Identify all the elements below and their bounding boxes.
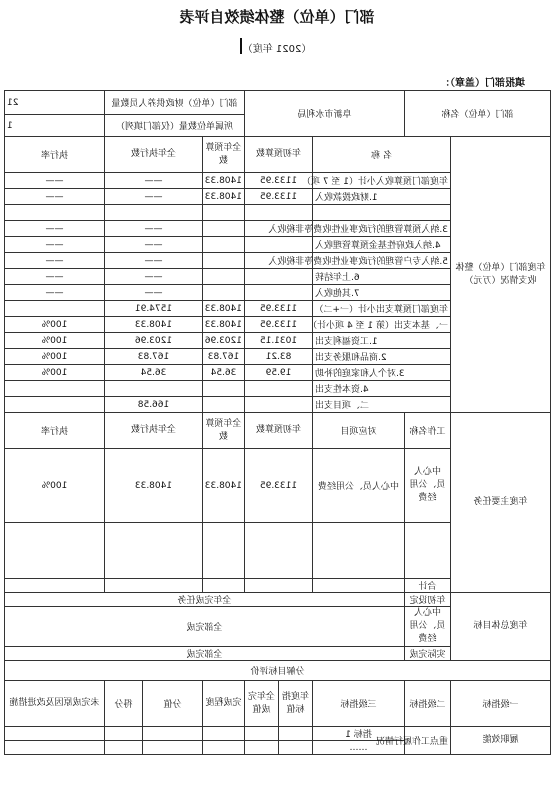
budget-row: —— —— 1408.33 1133.95 年度部门预算收入小计（1 至 7 项） bbox=[5, 173, 551, 189]
budget-row: —— —— 1408.33 1133.95 1.财政拨款收入 bbox=[5, 189, 551, 205]
budget-row: —— —— 4.纳入政府性基金预算管理收入 bbox=[5, 237, 551, 253]
budget-side-label: 年度部门（单位）整体收支情况（万元） bbox=[451, 137, 551, 413]
budget-row: —— —— 7.其他收入 bbox=[5, 285, 551, 301]
total-label: 合计 bbox=[405, 579, 451, 593]
task-col-initial: 年初预算数 bbox=[245, 413, 313, 449]
budget-row: —— —— 5.纳入专户管理的行政事业性收费等非税收入 bbox=[5, 253, 551, 269]
dept-name-value: 阜新市水利局 bbox=[245, 91, 405, 137]
task-col-rate: 执行率 bbox=[5, 413, 105, 449]
ind-col-degree: 完成程度 bbox=[203, 681, 245, 727]
staff-count-value: 21 bbox=[5, 91, 105, 115]
evaluation-table bbox=[4, 90, 551, 755]
col-full-exec: 全年执行数 bbox=[105, 137, 203, 173]
plan-value: 全年完成任务 bbox=[5, 593, 405, 607]
ind-col-level2: 二级指标 bbox=[405, 681, 451, 727]
task-col-project: 对应项目 bbox=[313, 413, 405, 449]
task-col-full-exec: 全年执行数 bbox=[105, 413, 203, 449]
goals-side-label: 年度总体目标 bbox=[451, 593, 551, 661]
budget-row: 4.资本性支出 bbox=[5, 381, 551, 397]
ind-col-reason: 未完成原因及改进措施 bbox=[5, 681, 105, 727]
task-col-full-budget: 全年预算数 bbox=[203, 413, 245, 449]
budget-row: 100% 1203.96 1203.96 1031.15 1.工资福利支出 bbox=[5, 333, 551, 349]
budget-row: —— —— 3.纳入预算管理的行政事业性收费等非税收入 bbox=[5, 221, 551, 237]
task-col-name: 工作名称 bbox=[405, 413, 451, 449]
plan-label: 年初设定 bbox=[405, 593, 451, 607]
indicator-row: …… bbox=[5, 741, 551, 755]
sub-unit-value: 1 bbox=[5, 115, 105, 137]
budget-row: 100% 36.54 36.54 19.59 3.对个人和家庭的补助 bbox=[5, 365, 551, 381]
task-label: 中心人员、公用经费 bbox=[405, 607, 451, 647]
ind-col-got: 得分 bbox=[105, 681, 143, 727]
indicators-title: 分解目标评价 bbox=[5, 661, 551, 681]
actual-label: 实际完成 bbox=[405, 647, 451, 661]
tasks-side-label: 年度主要任务 bbox=[451, 413, 551, 593]
indicator-row: 指标 1 重点工作履行情况 履职效能 bbox=[5, 727, 551, 741]
budget-row: 100% 167.83 167.83 83.21 2.商品和服务支出 bbox=[5, 349, 551, 365]
staff-count-label: 部门（单位）财政供养人员数量 bbox=[105, 91, 245, 115]
sub-unit-label: 所属单位数量（仅部门填列） bbox=[105, 115, 245, 137]
ind-col-target: 年度指标值 bbox=[279, 681, 313, 727]
unit-label: 填报部门（盖章）： bbox=[440, 78, 525, 89]
budget-row: 100% 1408.33 1408.33 1133.95 一、基本支出（第 1 至 4 项小计） bbox=[5, 317, 551, 333]
ind-col-score: 分值 bbox=[143, 681, 203, 727]
dept-name-label: 部门（单位）名称 bbox=[405, 91, 551, 137]
task-row: 100% 1408.33 1408.33 1133.95 中心人员、公用经费 中心人员、公用经费 bbox=[5, 449, 551, 523]
page-title: 部门（单位）整体绩效自评表 bbox=[179, 8, 375, 26]
actual-value: 全部完成 bbox=[5, 647, 405, 661]
col-rate: 执行率 bbox=[5, 137, 105, 173]
budget-row: —— —— 6.上年结转 bbox=[5, 269, 551, 285]
report-year: （2021 年度） bbox=[242, 44, 312, 55]
ind-col-level1: 一级指标 bbox=[451, 681, 551, 727]
ind-col-level3: 三级指标 bbox=[313, 681, 405, 727]
ind-col-full-done: 全年完成值 bbox=[245, 681, 279, 727]
budget-row: 1574.91 1408.33 1133.95 年度部门预算支出小计（一+二） bbox=[5, 301, 551, 317]
col-full-budget: 全年预算数 bbox=[203, 137, 245, 173]
col-initial: 年初预算数 bbox=[245, 137, 313, 173]
col-item: 名 称 bbox=[313, 137, 451, 173]
task-value: 全部完成 bbox=[5, 607, 405, 647]
budget-row: 166.58 二、项目支出 bbox=[5, 397, 551, 413]
